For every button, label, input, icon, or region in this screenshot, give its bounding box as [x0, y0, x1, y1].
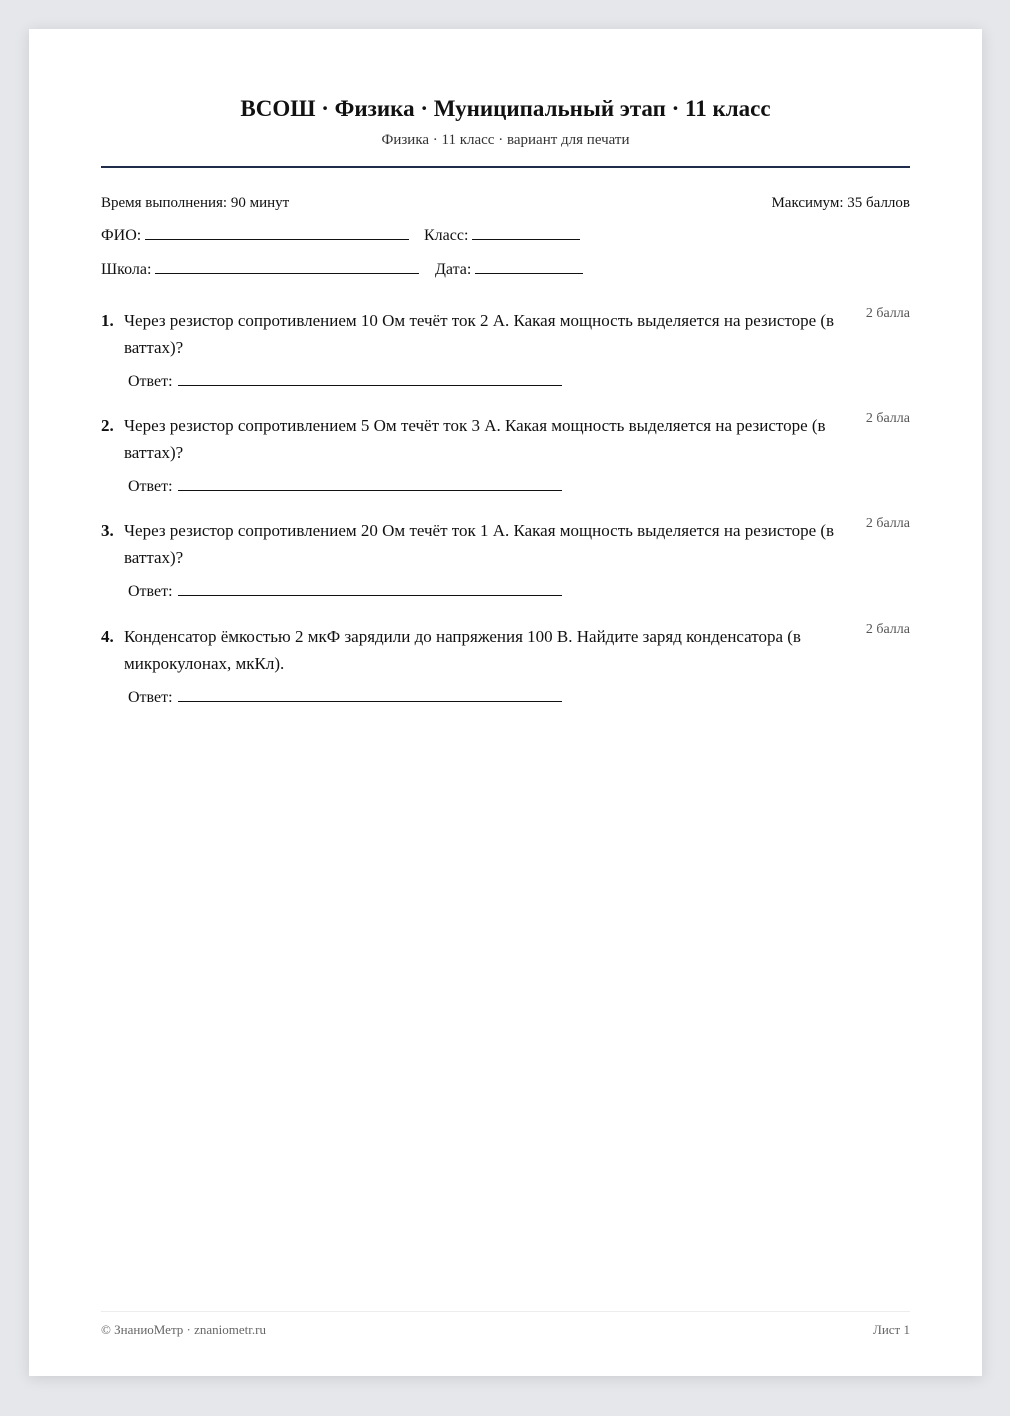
question-points: 2 балла	[865, 411, 910, 426]
header-divider	[101, 166, 910, 168]
question-points: 2 балла	[865, 516, 910, 531]
answer-blank[interactable]	[178, 476, 562, 491]
max-score: Максимум: 35 баллов	[771, 195, 910, 211]
school-label: Школа:	[101, 261, 152, 278]
question-number: 3.	[101, 521, 114, 540]
question-number: 1.	[101, 311, 114, 330]
fields-row-1	[101, 225, 910, 247]
school-blank[interactable]	[155, 259, 419, 274]
answer-label: Ответ:	[128, 689, 173, 706]
school-field	[101, 259, 419, 280]
question-text: Через резистор сопротивлением 20 Ом течёт ток 1 А. Какая мощность выделяется на резисторе (в ваттах)?	[124, 521, 835, 567]
question-text: Через резистор сопротивлением 10 Ом течёт ток 2 А. Какая мощность выделяется на резисторе (в ваттах)?	[124, 311, 835, 357]
class-blank[interactable]	[472, 225, 580, 240]
answer-label: Ответ:	[128, 478, 173, 495]
question-points: 2 балла	[865, 622, 910, 637]
printable-sheet	[29, 29, 982, 1376]
answer-field	[128, 476, 562, 497]
answer-field	[128, 371, 562, 392]
date-blank[interactable]	[475, 259, 583, 274]
answer-label: Ответ:	[128, 373, 173, 390]
fio-label: ФИО:	[101, 227, 142, 244]
date-label: Дата:	[435, 261, 472, 278]
time-limit: Время выполнения: 90 минут	[101, 195, 290, 211]
question-text: Через резистор сопротивлением 5 Ом течёт ток 3 А. Какая мощность выделяется на резисторе (в ваттах)?	[124, 416, 826, 462]
class-label: Класс:	[424, 227, 469, 244]
fio-field	[101, 225, 409, 246]
footer-sheet-number: Лист 1	[873, 1322, 910, 1337]
footer-divider	[101, 1311, 910, 1312]
date-field	[435, 259, 583, 280]
question-number: 2.	[101, 416, 114, 435]
answer-field	[128, 581, 562, 602]
question-text: Конденсатор ёмкостью 2 мкФ зарядили до напряжения 100 В. Найдите заряд конденсатора (в микрокулонах, мкКл).	[124, 627, 801, 673]
page-title: ВСОШ · Физика · Муниципальный этап · 11 класс	[240, 96, 771, 121]
fio-blank[interactable]	[145, 225, 409, 240]
page-subtitle: Физика · 11 класс · вариант для печати	[381, 132, 630, 148]
question-number: 4.	[101, 627, 114, 646]
question-points: 2 балла	[865, 306, 910, 321]
answer-label: Ответ:	[128, 583, 173, 600]
answer-blank[interactable]	[178, 581, 562, 596]
fields-row-2	[101, 259, 910, 281]
answer-field	[128, 687, 562, 708]
footer-copyright: © ЗнаниоМетр · znaniometr.ru	[101, 1322, 266, 1337]
class-field	[424, 225, 580, 246]
answer-blank[interactable]	[178, 371, 562, 386]
answer-blank[interactable]	[178, 687, 562, 702]
